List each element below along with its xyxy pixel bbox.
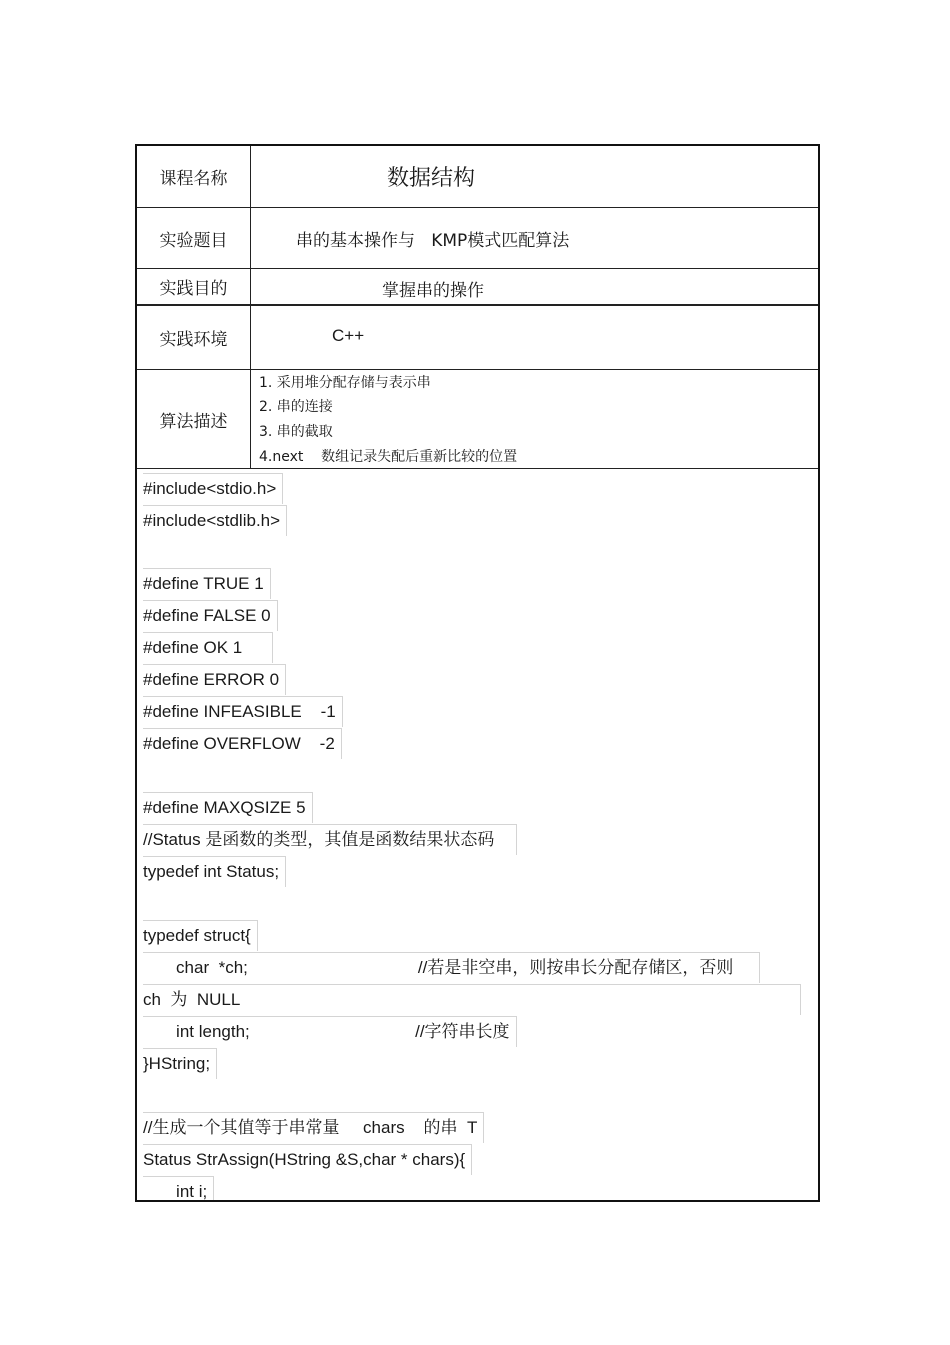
code-line: int length; //字符串长度 [143, 1016, 517, 1047]
algorithm-description-label: 算法描述 [137, 370, 251, 468]
course-name-value: 数据结构 [387, 166, 476, 191]
code-line: #include<stdlib.h> [143, 505, 287, 536]
practice-purpose-value: 掌握串的操作 [382, 281, 484, 301]
row-practice-environment [137, 306, 818, 370]
code-line: #define OK 1 [143, 632, 273, 663]
practice-environment-value: C++ [332, 326, 365, 345]
code-line: #define INFEASIBLE -1 [143, 696, 343, 727]
experiment-topic-value-cell [251, 208, 818, 268]
algorithm-description-cell [251, 370, 818, 468]
row-algorithm-description [137, 370, 818, 469]
code-line: #define FALSE 0 [143, 600, 278, 631]
experiment-report-table [135, 144, 820, 1202]
practice-purpose-value-cell [251, 269, 818, 304]
algorithm-item: 2. 串的连接 [259, 399, 333, 415]
source-code-block [137, 468, 818, 1200]
code-line: Status StrAssign(HString &S,char * chars){ [143, 1144, 472, 1175]
practice-environment-label: 实践环境 [137, 306, 251, 369]
algorithm-item: 3. 串的截取 [259, 424, 333, 440]
course-name-label: 课程名称 [137, 146, 251, 207]
code-line: #include<stdio.h> [143, 473, 283, 504]
experiment-topic-label: 实验题目 [137, 208, 251, 268]
algorithm-item: 4.next 数组记录失配后重新比较的位置 [259, 449, 518, 465]
code-line: #define OVERFLOW -2 [143, 728, 342, 759]
code-line: #define TRUE 1 [143, 568, 271, 599]
course-name-value-cell [251, 146, 818, 207]
row-course-name [137, 146, 818, 208]
code-line: typedef int Status; [143, 856, 286, 887]
code-line: int i; [143, 1176, 214, 1200]
practice-purpose-label: 实践目的 [137, 269, 251, 304]
row-practice-purpose [137, 269, 818, 306]
experiment-topic-value: 串的基本操作与 KMP模式匹配算法 [296, 231, 570, 251]
row-experiment-topic [137, 208, 818, 269]
code-line: }HString; [143, 1048, 217, 1079]
code-line: #define MAXQSIZE 5 [143, 792, 313, 823]
code-line: char *ch; //若是非空串，则按串长分配存储区，否则 [143, 952, 760, 983]
code-line: typedef struct{ [143, 920, 258, 951]
code-line: ch 为 NULL [143, 984, 801, 1015]
code-comment-line: //生成一个其值等于串常量 chars 的串 T [143, 1112, 484, 1143]
code-comment-line: //Status 是函数的类型，其值是函数结果状态码 [143, 824, 517, 855]
algorithm-item: 1. 采用堆分配存储与表示串 [259, 375, 431, 391]
practice-environment-value-cell [251, 306, 818, 369]
code-line: #define ERROR 0 [143, 664, 286, 695]
